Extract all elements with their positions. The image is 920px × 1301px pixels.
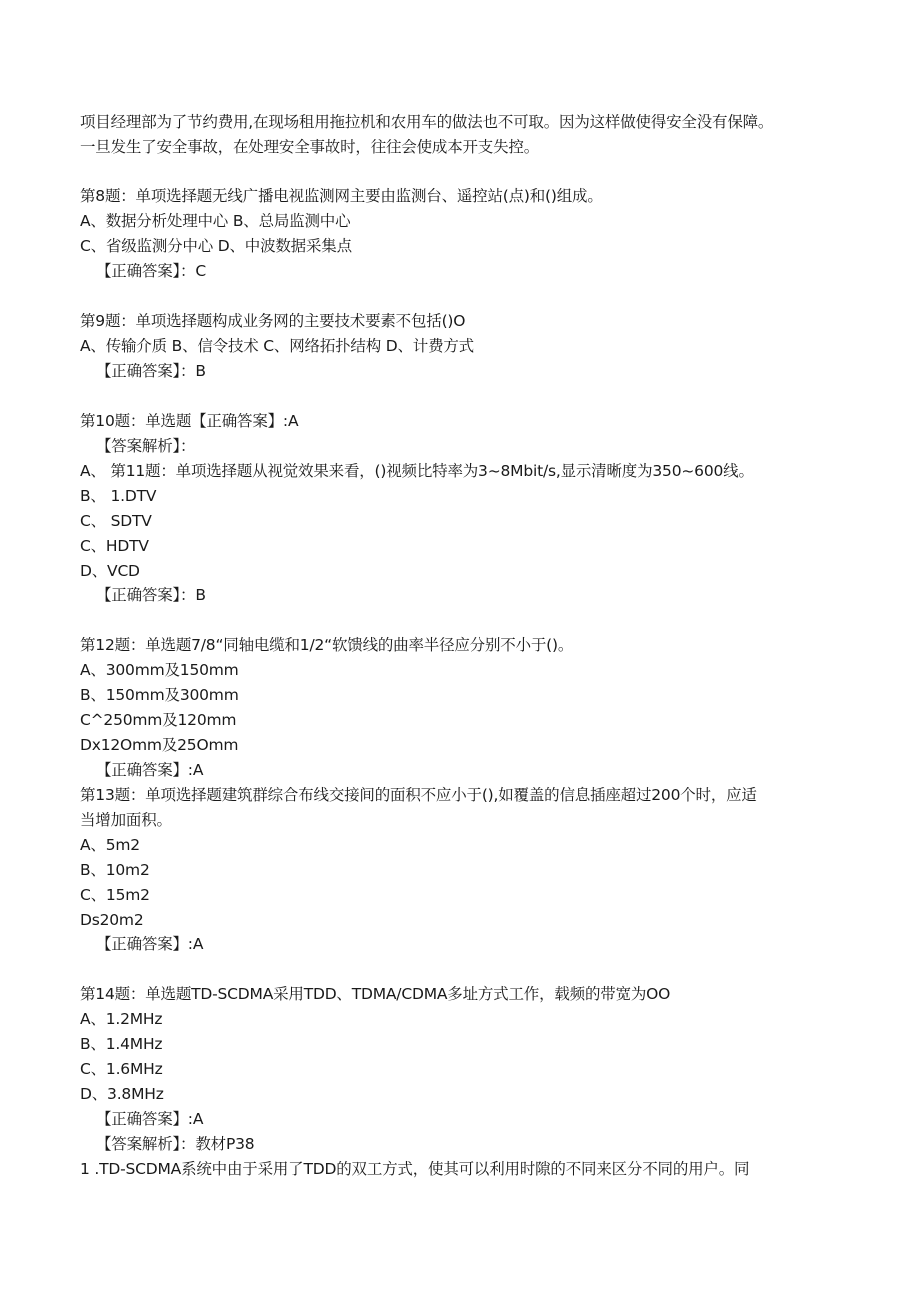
question-14-option-d: D、3.8MHz [80, 1085, 164, 1103]
question-10-title: 第10题：单选题【正确答案】:A [80, 412, 299, 430]
question-14-title: 第14题：单选题TD-SCDMA采用TDD、TDMA/CDMA多址方式工作，载频的带宽为OO [80, 985, 671, 1003]
question-13-option-a: A、5m2 [80, 836, 140, 854]
question-12-answer: 【正确答案】:A [96, 761, 204, 779]
question-14-answer: 【正确答案】:A [96, 1110, 204, 1128]
question-10-explanation: 【答案解析】： [96, 437, 196, 455]
question-11-option-b: B、 1.DTV [80, 487, 157, 505]
question-14-explanation: 【答案解析】：教材P38 [96, 1135, 255, 1153]
question-8-options-cd: C、省级监测分中心 D、中波数据采集点 [80, 237, 352, 255]
question-12-option-b: B、150mm及300mm [80, 686, 239, 704]
question-11-option-c2: C、HDTV [80, 537, 149, 555]
question-12-option-a: A、300mm及150mm [80, 661, 239, 679]
question-13-title-cont: 当增加面积。 [80, 811, 172, 829]
question-14-option-a: A、1.2MHz [80, 1010, 163, 1028]
paragraph-line: 一旦发生了安全事故，在处理安全事故时，往往会使成本开支失控。 [80, 138, 540, 156]
question-13-option-c: C、15m2 [80, 886, 150, 904]
question-9-answer: 【正确答案】：B [96, 362, 206, 380]
question-8-answer: 【正确答案】：C [96, 262, 206, 280]
question-12-title: 第12题：单选题7/8“同轴电缆和1/2“软馈线的曲率半径应分别不小于()。 [80, 636, 574, 654]
question-13-answer: 【正确答案】:A [96, 935, 204, 953]
question-12-option-d: Dx12Omm及25Omm [80, 736, 239, 754]
question-12-option-c: C^250mm及120mm [80, 711, 237, 729]
question-8-title: 第8题：单项选择题无线广播电视监测网主要由监测台、遥控站(点)和()组成。 [80, 187, 603, 205]
question-9-options: A、传输介质 B、信令技术 C、网络拓扑结构 D、计费方式 [80, 337, 474, 355]
question-11-option-c: C、 SDTV [80, 512, 152, 530]
question-13-title: 第13题：单项选择题建筑群综合布线交接间的面积不应小于(),如覆盖的信息插座超过200个时，应适 [80, 786, 757, 804]
explanation-text: 1 .TD-SCDMA系统中由于采用了TDD的双工方式，使其可以利用时隙的不同来区分不同的用户。同 [80, 1160, 750, 1178]
question-14-option-b: B、1.4MHz [80, 1035, 163, 1053]
question-13-option-b: B、10m2 [80, 861, 150, 879]
question-11-answer: 【正确答案】：B [96, 586, 206, 604]
question-8-options-ab: A、数据分析处理中心 B、总局监测中心 [80, 212, 351, 230]
question-11-option-d: D、VCD [80, 562, 140, 580]
paragraph-line: 项目经理部为了节约费用,在现场租用拖拉机和农用车的做法也不可取。因为这样做使得安全没有保障。 [80, 113, 774, 131]
question-9-title: 第9题：单项选择题构成业务网的主要技术要素不包括()O [80, 312, 466, 330]
question-13-option-d: Ds20m2 [80, 911, 144, 929]
question-11-title: A、 第11题：单项选择题从视觉效果来看，()视频比特率为3~8Mbit∕s,显示清晰度为350~600线。 [80, 462, 754, 480]
question-14-option-c: C、1.6MHz [80, 1060, 163, 1078]
